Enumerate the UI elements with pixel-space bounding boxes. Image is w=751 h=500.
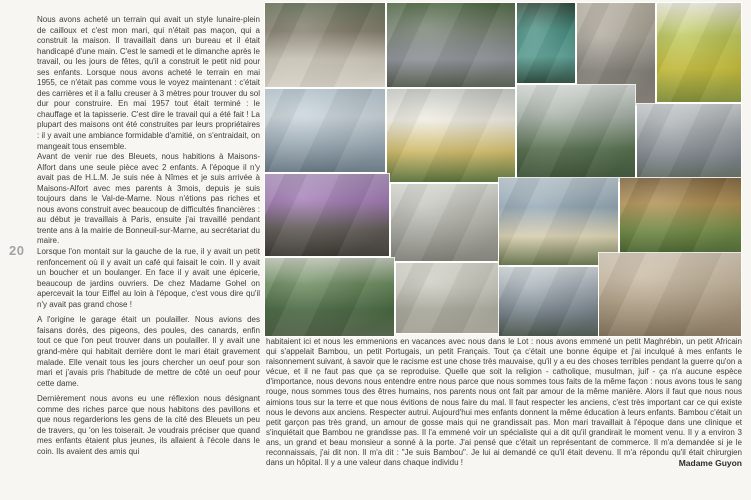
photo-bw-country-lane (391, 184, 498, 261)
photo-bw-village-panorama (396, 263, 509, 333)
story-left-column (37, 15, 260, 457)
photo-garden-ornaments (620, 178, 741, 255)
paragraph-terrain: Nous avons acheté un terrain qui avait un style lunaire-plein de cailloux et c'est mon mari, qui n'était pas maçon, qui a construit la maison. Il travaillait dans un bureau et il était handicapé d'une main. C'est le samedi et le dimanche après le travail, ou les jours de fêtes, qu'il a construit le petit nid pour ses enfants. Lorsque nous avons acheté le terrain en mai 1955, ce n'était pas comme vous le voyez maintenant : c'était des carrières et il a fallu creuser à 3 mètres pour trouver du sol dur pour construire. En mai 1957 tout était terminé : le chauffage et la tapisserie. C'est dire le travail qui a été fait ! La plupart des maisons ont été construites par leurs propriétaires : il y avait une ambiance formidable d'amitié, on s'entraidait, on mangeait tous ensemble. (37, 15, 260, 151)
photo-white-house-yellow-windows (387, 89, 515, 182)
paragraph-reflexion: Dernièrement nous avons eu une réflexion nous désignant comme des riches parce que nous habitons des pavillons et que nous regarderions les gens de la cité des Bleuets un peu de travers, qu 'on les toiserait. Je voudrais préciser que quand mes enfants étaient plus jeunes, ils allaient à l'école dans le coin. Ils avaient des amis qui (37, 394, 260, 456)
page-number: 20 (9, 243, 25, 258)
paragraph-maisons-alfort: Avant de venir rue des Bleuets, nous habitions à Maisons-Alfort dans une seule pièce avec 2 enfants. A l'époque il n'y avait pas de H.L.M. Je suis née à Nîmes et je suis arrivée à Maisons-Alfort avec mes parents à 3mois, depuis je suis toujours dans le Val-de-Marne. Nous n'étions pas riches et nous avons construit avec beaucoup de difficultés financières : au début je travaillais à Paris, ensuite j'ai travaillé pendant trente ans à la mairie de Bonneuil-sur-Marne, au secrétariat du maire. (37, 152, 260, 246)
photo-cream-house-red-roof (499, 178, 618, 265)
photo-highrise-skyline (499, 267, 598, 336)
photo-vintage-truck (265, 89, 385, 172)
photo-wisteria-pergola (265, 174, 389, 256)
photo-yellow-garden-wall (657, 3, 741, 102)
paragraph-rue: Lorsque l'on montait sur la gauche de la rue, il y avait un petit renfoncement où il y avait un café qui faisait le coin. Il y avait un boucher et un boulanger. En face il y avait une épicerie, beaucoup de jardins ouvriers. De chez Madame Gohel on apercevait la tour Eiffel au loin à l'époque, c'est vous dire qu'il n'y avait pas grand chose ! (37, 247, 260, 309)
photo-collage (265, 3, 741, 336)
photo-garden-and-apartment-block (265, 258, 394, 336)
paragraph-poulailler: A l'origine le garage était un poulailler. Nous avions des faisans dorés, des pigeons, des poules, des canards, enfin tout ce que l'on peut trouver dans un poulailler. Il y avait une grand-mère qui habitait derrière dont le mari était gravement malade. Elle venait tous les jours chercher un oeuf pour son mari et j'avais pris l'habitude de mettre de côté un oeuf pour cette dame. (37, 315, 260, 388)
bottom-paragraph-text: habitaient ici et nous les emmenions en vacances avec nous dans le Lot : nous avons emmené un petit Maghrébin, un petit Africain qui s'appelait Bambou, un petit Portugais, un petit Français. Tout ça c'était une bonne équipe et j'ai inculqué à mes enfants le raisonnement suivant, à savoir que le racisme est une chose très mauvaise, qu'il y a eu des choses terribles pendant la guerre qu'on a vécue, et il ne faut pas que ça se reproduise. Quelle que soit la religion - catholique, musulman, juif - ça n'a aucune espèce d'importance, nous devons nous entendre entre nous parce que nous sommes tous faits de la même façon : nous avons tous le sang rouge, nous sommes tous des êtres humains, nos parents nous ont fait par amour de la même manière. Alors il faut que nous nous aimions tous sur la terre et que nous évitions de nous faire du mal. Il faut respecter les anciens, c'est très important car ce qui existe nous le devons aux anciens. Respecter autrui. Aujourd'hui mes enfants donnent la même éducation à leurs enfants. Bambou c'était un petit garçon pas très grand, un amour de gosse mais qui ne grandissait pas. Mon mari travaillait à l'époque dans une clinique et s'inquiétait que Bambou ne grandisse pas. Il l'a emmené voir un spécialiste qui a dit qu'il grandirait le moment venu. Il y a environ 3 ans, un grand et beau monsieur a sonné à la porte. J'ai pensé que c'était un représentant de commerce. Il m'a demandée si je le reconnaissais, j'ai dit non. Il m'a dit : "Je suis Bambou". Je lui ai demandé ce qu'il était devenu. Il m'a répondu qu'il était chirurgien dans un hôpital. Il y a une valeur dans chaque individu ! (266, 337, 742, 468)
story-bottom-block (266, 337, 742, 468)
photo-trees-and-towers (517, 85, 635, 182)
photo-sepia-houses-road (599, 253, 741, 336)
photo-grey-house-street (637, 104, 741, 185)
photo-teal-facade (517, 3, 575, 83)
author-signature: Madame Guyon (678, 458, 742, 469)
photo-woman-holding-document (387, 3, 515, 87)
photo-child-writing (265, 3, 385, 87)
paragraph-bambou (266, 337, 742, 468)
